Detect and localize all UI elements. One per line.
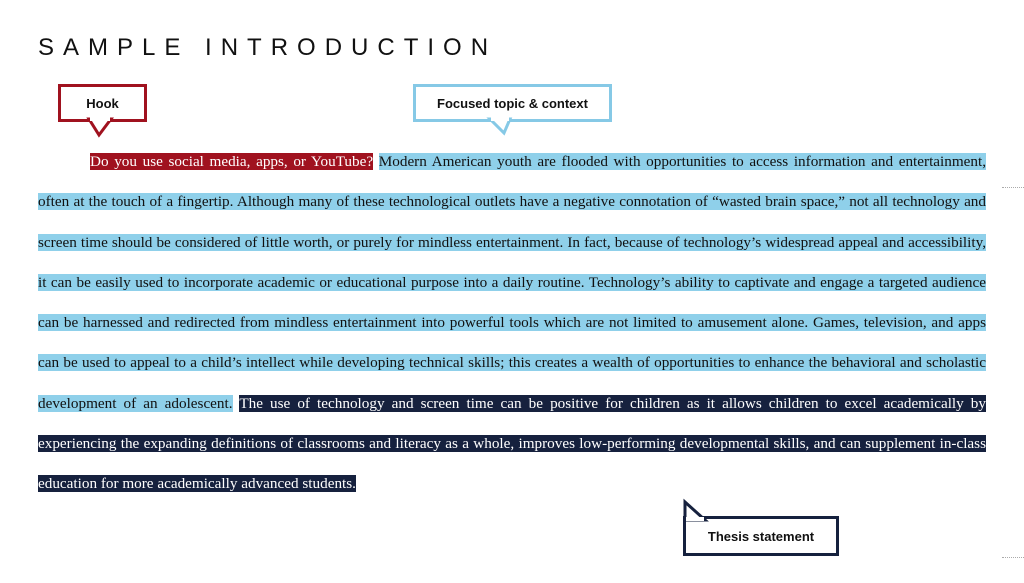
thesis-callout-tail (683, 502, 713, 522)
focus-callout-label: Focused topic & context (437, 95, 588, 111)
thesis-callout-label: Thesis statement (707, 528, 815, 544)
hook-callout (58, 84, 147, 122)
thesis-callout (683, 516, 839, 556)
focus-callout-tail (484, 119, 524, 139)
hook-callout-tail (81, 119, 121, 139)
focus-callout (413, 84, 612, 122)
dotted-divider-top (1002, 187, 1024, 188)
context-text: Modern American youth are flooded with opportunities to access information and entertainment, often at the touch of a fingertip. Although many of these technological outlets have a negative connotation of “wasted brain space,” not all technology and screen time should be considered of little worth, or purely for mindless entertainment. In fact, because of technology’s widespread appeal and accessibility, it can be easily used to incorporate academic or educational purpose into a daily routine. Technology’s ability to captivate and engage a targeted audience can be harnessed and redirected from mindless entertainment into powerful tools which are not limited to amusement alone. Games, television, and apps can be used to appeal to a child’s intellect while developing technical skills; this creates a wealth of opportunities to enhance the behavioral and scholastic development of an adolescent. (38, 153, 987, 412)
hook-sentence: Do you use social media, apps, or YouTube? (90, 153, 374, 170)
hook-callout-label: Hook (86, 95, 119, 111)
slide-title: SAMPLE INTRODUCTION (38, 34, 498, 61)
thesis-text: The use of technology and screen time can be positive for children as it allows children to excel academically by experiencing the expanding definitions of classrooms and literacy as a whole, improves low-performing developmental skills, and can supplement in-class education for more academically advanced students. (38, 394, 986, 493)
dotted-divider-bottom (1002, 557, 1024, 558)
introduction-paragraph (38, 142, 986, 505)
